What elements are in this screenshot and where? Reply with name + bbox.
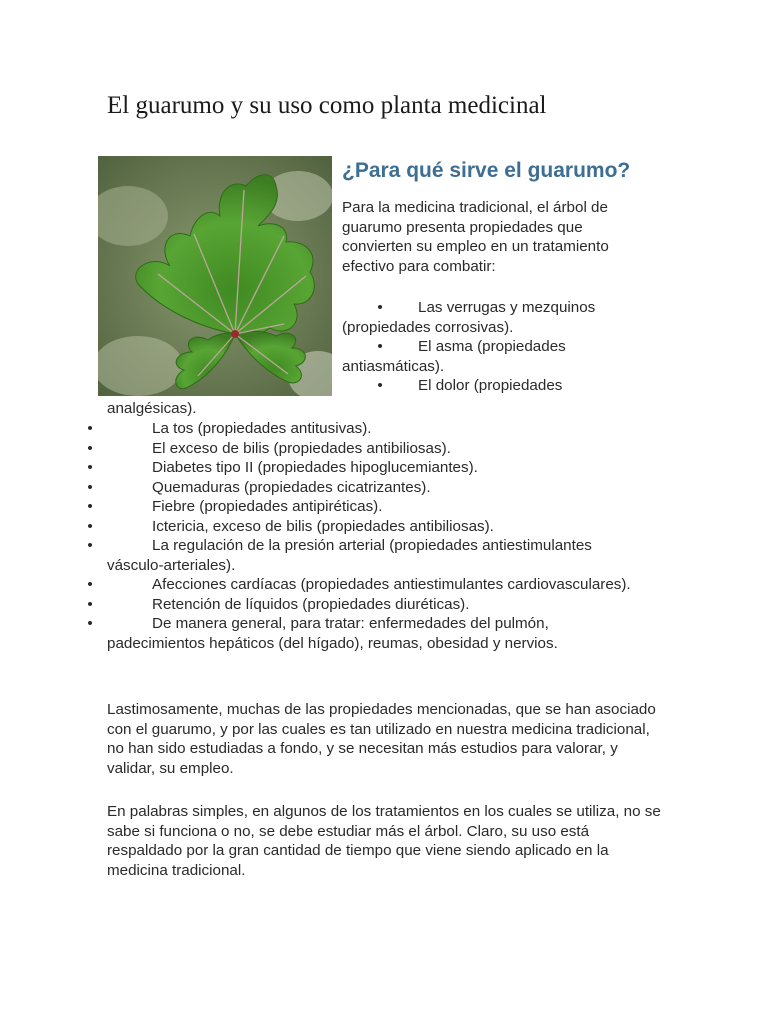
list-item-text: Diabetes tipo II (propiedades hipoglucemiantes). — [152, 459, 478, 476]
list-item — [80, 536, 640, 575]
list-item-text: La regulación de la presión arterial (propiedades antiestimulantes vásculo-arteriales). — [107, 537, 592, 574]
list-item — [80, 517, 640, 537]
list-item-text: Afecciones cardíacas (propiedades antiestimulantes cardiovasculares). — [152, 576, 631, 593]
list-item-text: Quemaduras (propiedades cicatrizantes). — [152, 478, 431, 496]
list-item — [342, 298, 662, 337]
list-item — [342, 337, 662, 376]
bullet-icon: • — [87, 615, 93, 632]
list-item-text: Retención de líquidos (propiedades diuréticas). — [152, 595, 470, 613]
list-item — [342, 376, 662, 396]
list-item-text: El asma (propiedades antiasmáticas). — [342, 338, 566, 375]
list-item — [80, 614, 640, 653]
intro-paragraph: Para la medicina tradicional, el árbol de guarumo presenta propiedades que convierten su empleo en un tratamiento efectivo para combatir: — [342, 199, 609, 275]
bullet-icon: • — [87, 517, 93, 535]
bullet-icon: • — [87, 576, 93, 593]
bullet-icon: • — [377, 299, 383, 316]
list-item — [80, 419, 640, 439]
list-item — [80, 458, 640, 478]
list-item-text: De manera general, para tratar: enfermedades del pulmón, padecimientos hepáticos (del hígado), reumas, obesidad y nervios. — [107, 615, 558, 652]
list-item-text: La tos (propiedades antitusivas). — [152, 420, 372, 437]
body-paragraph: Lastimosamente, muchas de las propiedades mencionadas, que se han asociado con el guarumo, y por las cuales es tan utilizado en nuestra medicina tradicional, no han sido estudiadas a fondo, y se necesitan más estudios para valorar, y validar, su empleo. — [107, 701, 656, 777]
bullet-icon: • — [87, 478, 93, 496]
wrapped-bullet-list — [342, 298, 662, 396]
list-item-text: Ictericia, exceso de bilis (propiedades antibiliosas). — [152, 517, 494, 535]
bullet-icon: • — [87, 459, 93, 476]
bullet-icon: • — [377, 377, 383, 394]
bullet-icon: • — [87, 595, 93, 613]
body-paragraph: En palabras simples, en algunos de los tratamientos en los cuales se utiliza, no se sabe si funciona o no, se debe estudiar más el árbol. Claro, su uso está respaldado por la gran cantidad de tiempo que viene siendo aplicado en la medicina tradicional. — [107, 803, 661, 879]
list-item-continuation: analgésicas). — [107, 400, 197, 417]
list-item — [80, 478, 640, 498]
list-item-text: El exceso de bilis (propiedades antibiliosas). — [152, 439, 451, 457]
bullet-list — [80, 419, 640, 653]
list-item-text: El dolor (propiedades — [418, 377, 563, 394]
list-item-text: Las verrugas y mezquinos (propiedades corrosivas). — [342, 299, 596, 336]
list-item — [80, 575, 640, 595]
list-item-text: Fiebre (propiedades antipiréticas). — [152, 498, 383, 515]
guarumo-leaf-photo — [98, 156, 332, 396]
bullet-icon: • — [87, 537, 93, 554]
section-heading: ¿Para qué sirve el guarumo? — [342, 159, 631, 182]
bullet-icon: • — [87, 498, 93, 515]
list-item — [80, 439, 640, 459]
bullet-icon: • — [377, 338, 383, 355]
bullet-icon: • — [87, 420, 93, 437]
page-title: El guarumo y su uso como planta medicinal — [107, 92, 547, 119]
bullet-icon: • — [87, 439, 93, 457]
list-item — [80, 595, 640, 615]
list-item — [80, 497, 640, 517]
